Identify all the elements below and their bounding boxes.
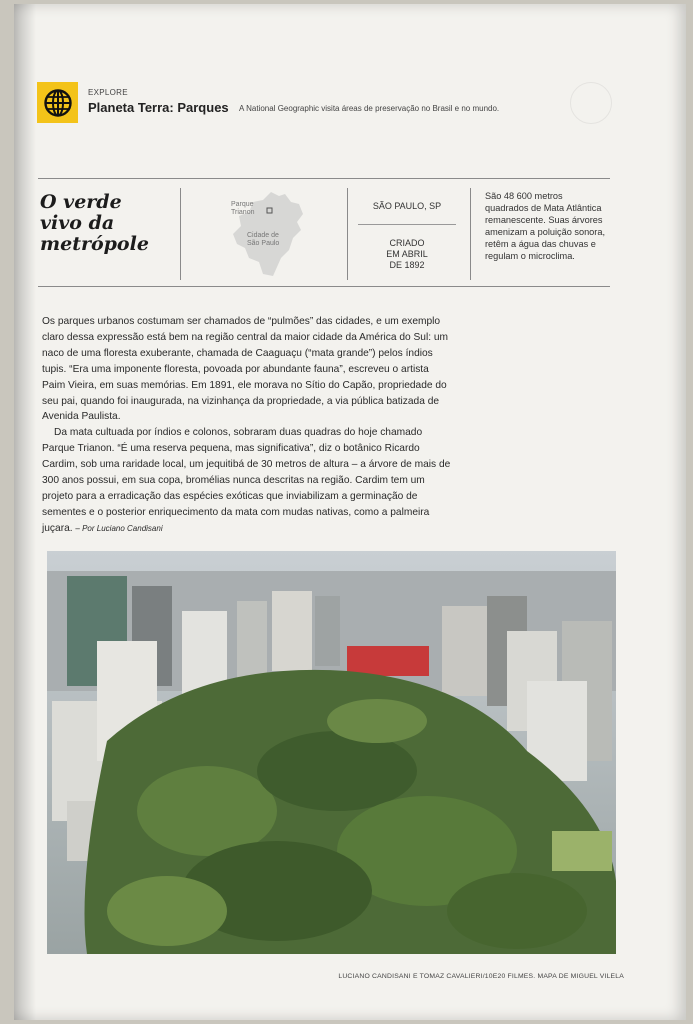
page-gutter-shadow <box>14 4 36 1020</box>
location-rule <box>358 224 456 225</box>
article-body <box>42 314 454 537</box>
series-subtitle: A National Geographic visita áreas de preservação no Brasil e no mundo. <box>239 104 500 113</box>
photo-credit: LUCIANO CANDISANI E TOMAZ CAVALIERI/10E20 FILMES. MAPA DE MIGUEL VILELA <box>338 973 624 980</box>
show-through-logo <box>570 82 612 124</box>
body-paragraph: Os parques urbanos costumam ser chamados de “pulmões” das cidades, e um exemplo claro dessa expressão está bem na região central da maior cidade da América do Sul: um naco de uma floresta exuberante, chamada de Caaguaçu (“mata grande”) pelos índios tupis. “Era uma imponente floresta, povoada por abundante fauna”, escreveu o artista Paim Vieira, em suas memórias. Em 1891, ele morava no Sítio do Capão, propriedade do seu pai, quando foi inaugurada, na vizinhança da propriedade, a via pública batizada de Avenida Paulista. <box>42 316 449 423</box>
byline: – Por Luciano Candisani <box>75 523 163 533</box>
body-paragraph: Da mata cultuada por índios e colonos, sobraram duas quadras do hoje chamado Parque Trianon. “É uma reserva pequena, mas significativa”, diz o botânico Ricardo Cardim, sob uma raridade local, um jequitibá de 30 metros de altura – a árvore de mais de 300 anos possui, em sua copa, bromélias nunca descritas na região. Cardim tem um projeto para a erradicação das espécies exóticas que inviabilizam a germinação de sementes e o posterior enriquecimento da mata com mudas nativas, como a palmeira juçara. – Por Luciano Candisani <box>42 427 451 534</box>
park-label: Parque Trianon <box>231 201 255 216</box>
column-divider <box>470 188 471 280</box>
article-headline <box>40 192 180 255</box>
headline-line: metrópole <box>40 233 149 255</box>
aerial-park-photo <box>47 551 616 954</box>
headline-line: O verde <box>40 191 122 213</box>
city-label: Cidade de São Paulo <box>247 232 280 247</box>
location-map <box>219 188 329 280</box>
section-kicker: EXPLORE <box>88 88 128 97</box>
top-rule <box>38 178 610 179</box>
bottom-rule <box>38 286 610 287</box>
park-facts: São 48 600 metros quadrados de Mata Atlântica remanescente. Suas árvores amenizam a poluição sonora, retêm a água das chuvas e regulam o microclima. <box>485 191 606 261</box>
globe-icon <box>37 82 78 123</box>
location-text: SÃO PAULO, SP <box>372 201 442 211</box>
magazine-page <box>14 4 686 1020</box>
series-title: Planeta Terra: Parques <box>88 100 229 115</box>
column-divider <box>180 188 181 280</box>
created-date: CRIADO EM ABRIL DE 1892 <box>386 238 428 270</box>
headline-line: vivo da <box>40 212 115 234</box>
